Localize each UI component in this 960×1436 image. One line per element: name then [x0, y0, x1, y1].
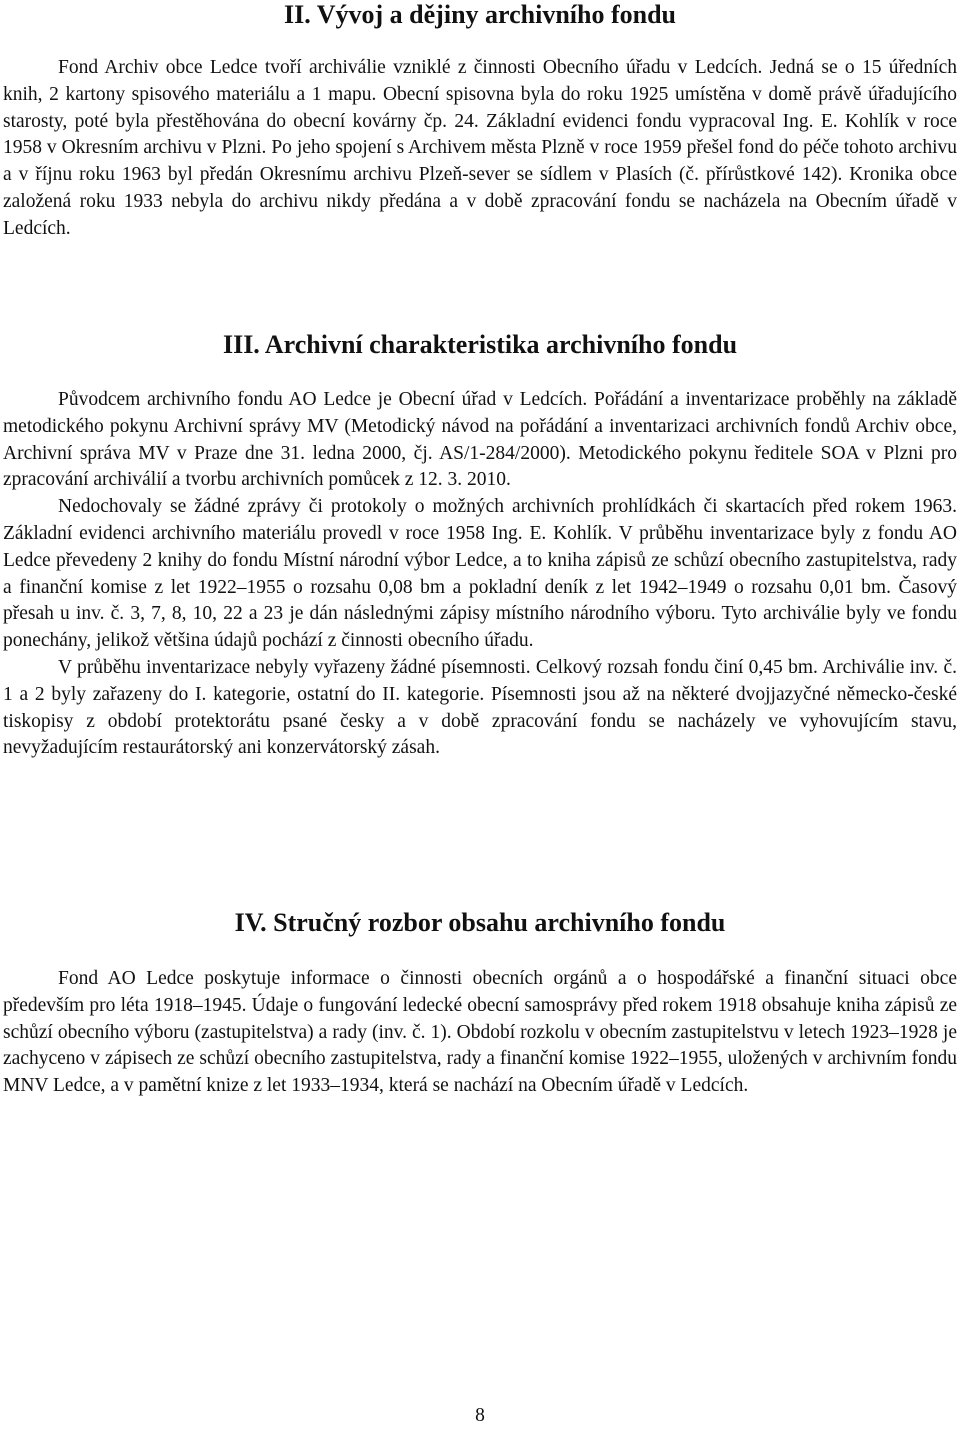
- section-3-paragraph-1: Původcem archivního fondu AO Ledce je Obecní úřad v Ledcích. Pořádání a inventarizace proběhly na základě metodického pokynu Archivní správy MV (Metodický návod na pořádání a inventarizaci archivních fondů Archiv obce, Archivní správa MV v Praze dne 31. ledna 2000, čj. AS/1-284/2000). Metodického pokynu ředitele SOA v Plzni pro zpracování archiválií a tvorbu archivních pomůcek z 12. 3. 2010.: [3, 389, 957, 491]
- section-3-paragraph-3: V průběhu inventarizace nebyly vyřazeny žádné písemnosti. Celkový rozsah fondu činí 0,45 bm. Archiválie inv. č. 1 a 2 byly zařazeny do I. kategorie, ostatní do II. kategorie. Písemnosti jsou až na některé dvojjazyčné německo-české tiskopisy z období protektorátu psané česky a v době zpracování fondu se nacházely ve vyhovujícím stavu, nevyžadujícím restaurátorský ani konzervátorský zásah.: [3, 656, 957, 759]
- section-4-heading: IV. Stručný rozbor obsahu archivního fondu: [234, 908, 726, 937]
- section-2-heading: II. Vývoj a dějiny archivního fondu: [283, 0, 677, 29]
- section-3-heading: III. Archivní charakteristika archivního fondu: [222, 330, 738, 359]
- section-2-paragraph-1: Fond Archiv obce Ledce tvoří archiválie vzniklé z činnosti Obecního úřadu v Ledcích. Jedná se o 15 úředních knih, 2 kartony spisového materiálu a 1 mapu. Obecní spisovna byla do roku 1925 umístěna v domě právě úřadujícího starosty, poté byla přestěhována do obecní kovárny čp. 24. Základní evidenci fondu vypracoval Ing. E. Kohlík v roce 1958 v Okresním archivu v Plzni. Po jeho spojení s Archivem města Plzně v roce 1959 přešel fond do péče tohoto archivu a v říjnu roku 1963 byl předán Okresnímu archivu Plzeň-sever se sídlem v Plasích (č. přírůstkové 142). Kronika obce založená roku 1933 nebyla do archivu nikdy předána a v době zpracování fondu se nacházela na Obecním úřadě v Ledcích.: [3, 57, 957, 239]
- section-4-body: [3, 966, 957, 1100]
- section-4-paragraph-1: Fond AO Ledce poskytuje informace o činnosti obecních orgánů a o hospodářské a finanční situaci obce především pro léta 1918–1945. Údaje o fungování ledecké obecní samosprávy před rokem 1918 obsahuje kniha zápisů ze schůzí obecního výboru (zastupitelstva) a rady (inv. č. 1). Období rozkolu v obecním zastupitelstvu v letech 1923–1928 je zachyceno v zápisech ze schůzí obecního zastupitelstva, rady a finanční komise 1922–1955, uložených v archivním fondu MNV Ledce, a v pamětní knize z let 1933–1934, která se nachází na Obecním úřadě v Ledcích.: [3, 968, 957, 1097]
- section-2-body: [3, 55, 957, 243]
- section-3-body: [3, 387, 957, 762]
- page-number: 8: [475, 1405, 485, 1426]
- section-3-paragraph-2: Nedochovaly se žádné zprávy či protokoly o možných archivních prohlídkách či skartacích před rokem 1963. Základní evidenci archivního materiálu provedl v roce 1958 Ing. E. Kohlík. V průběhu inventarizace byly z fondu AO Ledce převedeny 2 knihy do fondu Místní národní výbor Ledce, a to kniha zápisů ze schůzí obecního zastupitelstva, rady a finanční komise z let 1922–1955 o rozsahu 0,08 bm a pokladní deník z let 1942–1949 o rozsahu 0,01 bm. Časový přesah u inv. č. 3, 7, 8, 10, 22 a 23 je dán následnými zápisy místního národního výboru. Tyto archiválie byly ve fondu ponechány, jelikož většina údajů pochází z činnosti obecního úřadu.: [3, 496, 957, 652]
